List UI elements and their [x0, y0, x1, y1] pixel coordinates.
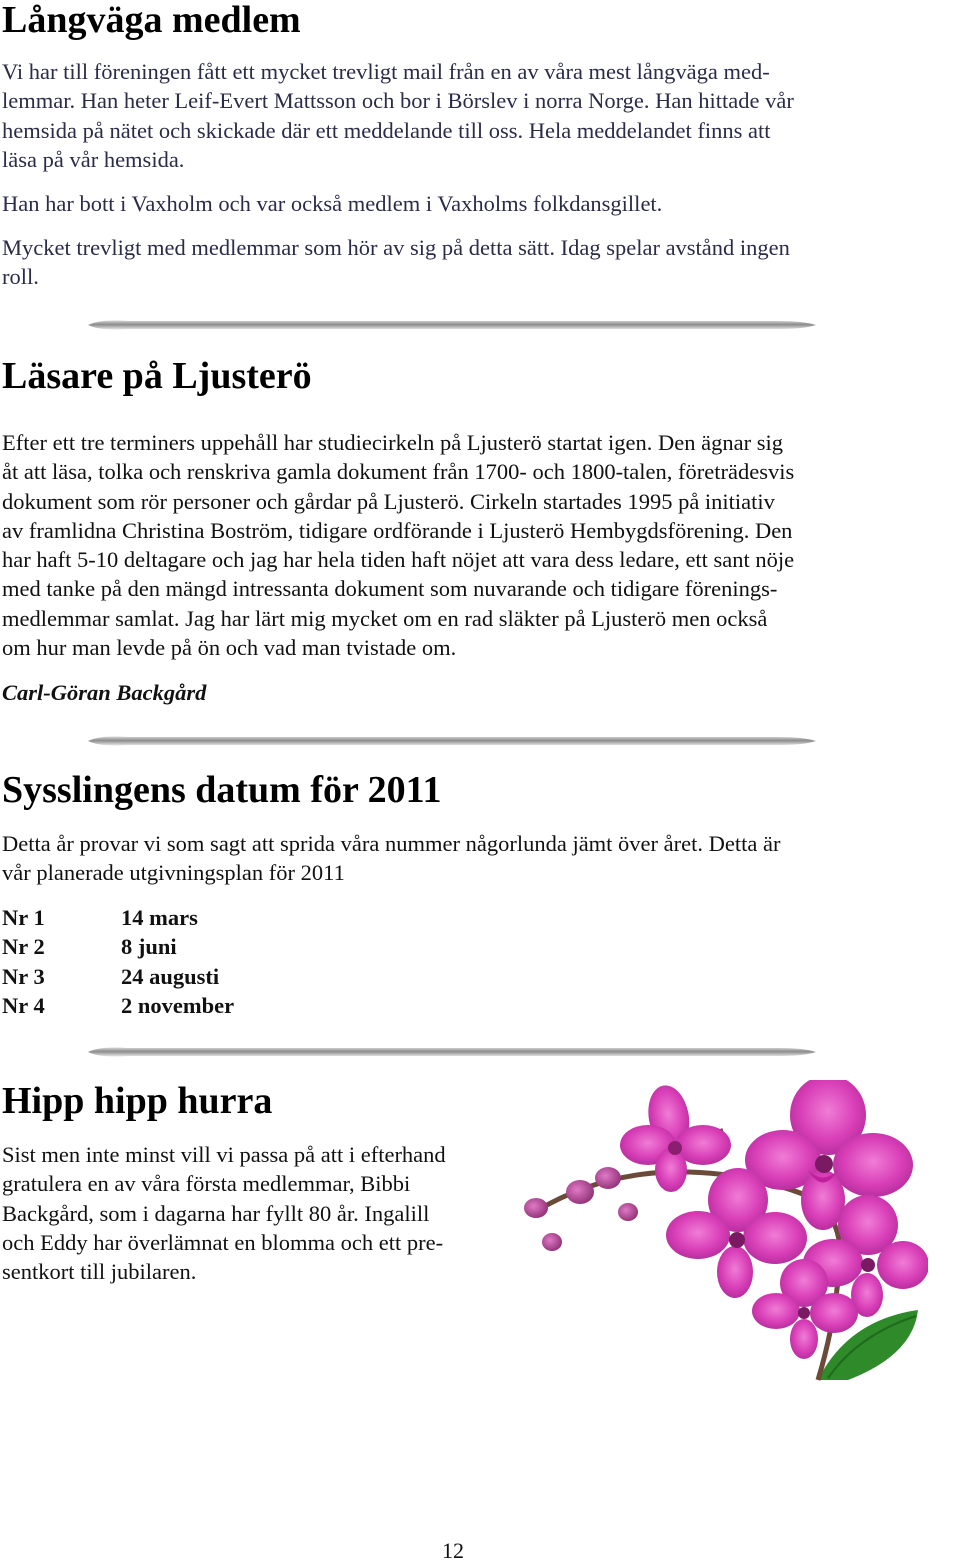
divider-rule [88, 1043, 816, 1061]
schedule-date: 24 augusti [121, 963, 220, 989]
schedule-row [2, 932, 234, 961]
divider-rule [88, 316, 816, 334]
heading-hipp: Hipp hipp hurra [2, 1080, 273, 1122]
schedule-row [2, 962, 234, 991]
schedule-row [2, 903, 234, 932]
signature: Carl-Göran Backgård [2, 680, 207, 705]
schedule-table [2, 903, 234, 1020]
schedule-issue: Nr 2 [2, 934, 45, 960]
divider-rule [88, 732, 816, 750]
paragraph-hipp: Sist men inte minst vill vi passa på att i efterhand gratulera en av våra första medlemmar, Bibbi Backgård, som i dagarna har fyllt 80 år. Ingalill och Eddy har överlämnat en blomma och ett pre- sentkort till jubilaren. [2, 1142, 446, 1285]
page-number: 12 [442, 1538, 464, 1563]
paragraph-langvaga-1: Vi har till föreningen fått ett mycket trevligt mail från en av våra mest långväga med- lemmar. Han heter Leif-Evert Mattsson och bor i Börslev i norra Norge. Han hittade vår hemsida på nätet och skickade där ett meddelande till oss. Hela meddelandet finns att läsa på vår hemsida. [2, 59, 794, 172]
paragraph-lasare: Efter ett tre terminers uppehåll har studiecirkeln på Ljusterö startat igen. Den ägnar sig åt att läsa, tolka och renskriva gamla dokument från 1700- och 1800-talen, företrädesvis dokument som rör personer och gårdar på Ljusterö. Cirkeln startades 1995 på initiativ av framlidna Christina Boström, tidigare ordförande i Ljusterö Hembygdsförening. Den har haft 5-10 deltagare och jag har hela tiden haft nöjet att vara dess ledare, ett sant nöje med tanke på den mängd intressanta dokument som nuvarande och tidigare förenings- medlemmar samlat. Jag har lärt mig mycket om en rad släkter på Ljusterö men också om hur man levde på ön och vad man tvistade om. [2, 430, 795, 661]
paragraph-langvaga-2: Han har bott i Vaxholm och var också medlem i Vaxholms folkdansgillet. [2, 191, 663, 216]
heading-sysslingen: Sysslingens datum för 2011 [2, 769, 442, 811]
paragraph-sysslingen: Detta år provar vi som sagt att sprida våra nummer någorlunda jämt över året. Detta är vår planerade utgivningsplan för 2011 [2, 831, 781, 886]
schedule-issue: Nr 3 [2, 963, 45, 989]
orchid-image [518, 1080, 928, 1385]
heading-langvaga: Långväga medlem [2, 0, 301, 41]
schedule-date: 2 november [121, 992, 235, 1018]
schedule-date: 8 juni [121, 934, 177, 960]
schedule-date: 14 mars [121, 905, 198, 930]
schedule-issue: Nr 1 [2, 905, 45, 930]
schedule-issue: Nr 4 [2, 992, 45, 1018]
schedule-row [2, 991, 234, 1020]
paragraph-langvaga-3: Mycket trevligt med medlemmar som hör av sig på detta sätt. Idag spelar avstånd ingen roll. [2, 235, 790, 290]
heading-lasare: Läsare på Ljusterö [2, 355, 312, 397]
